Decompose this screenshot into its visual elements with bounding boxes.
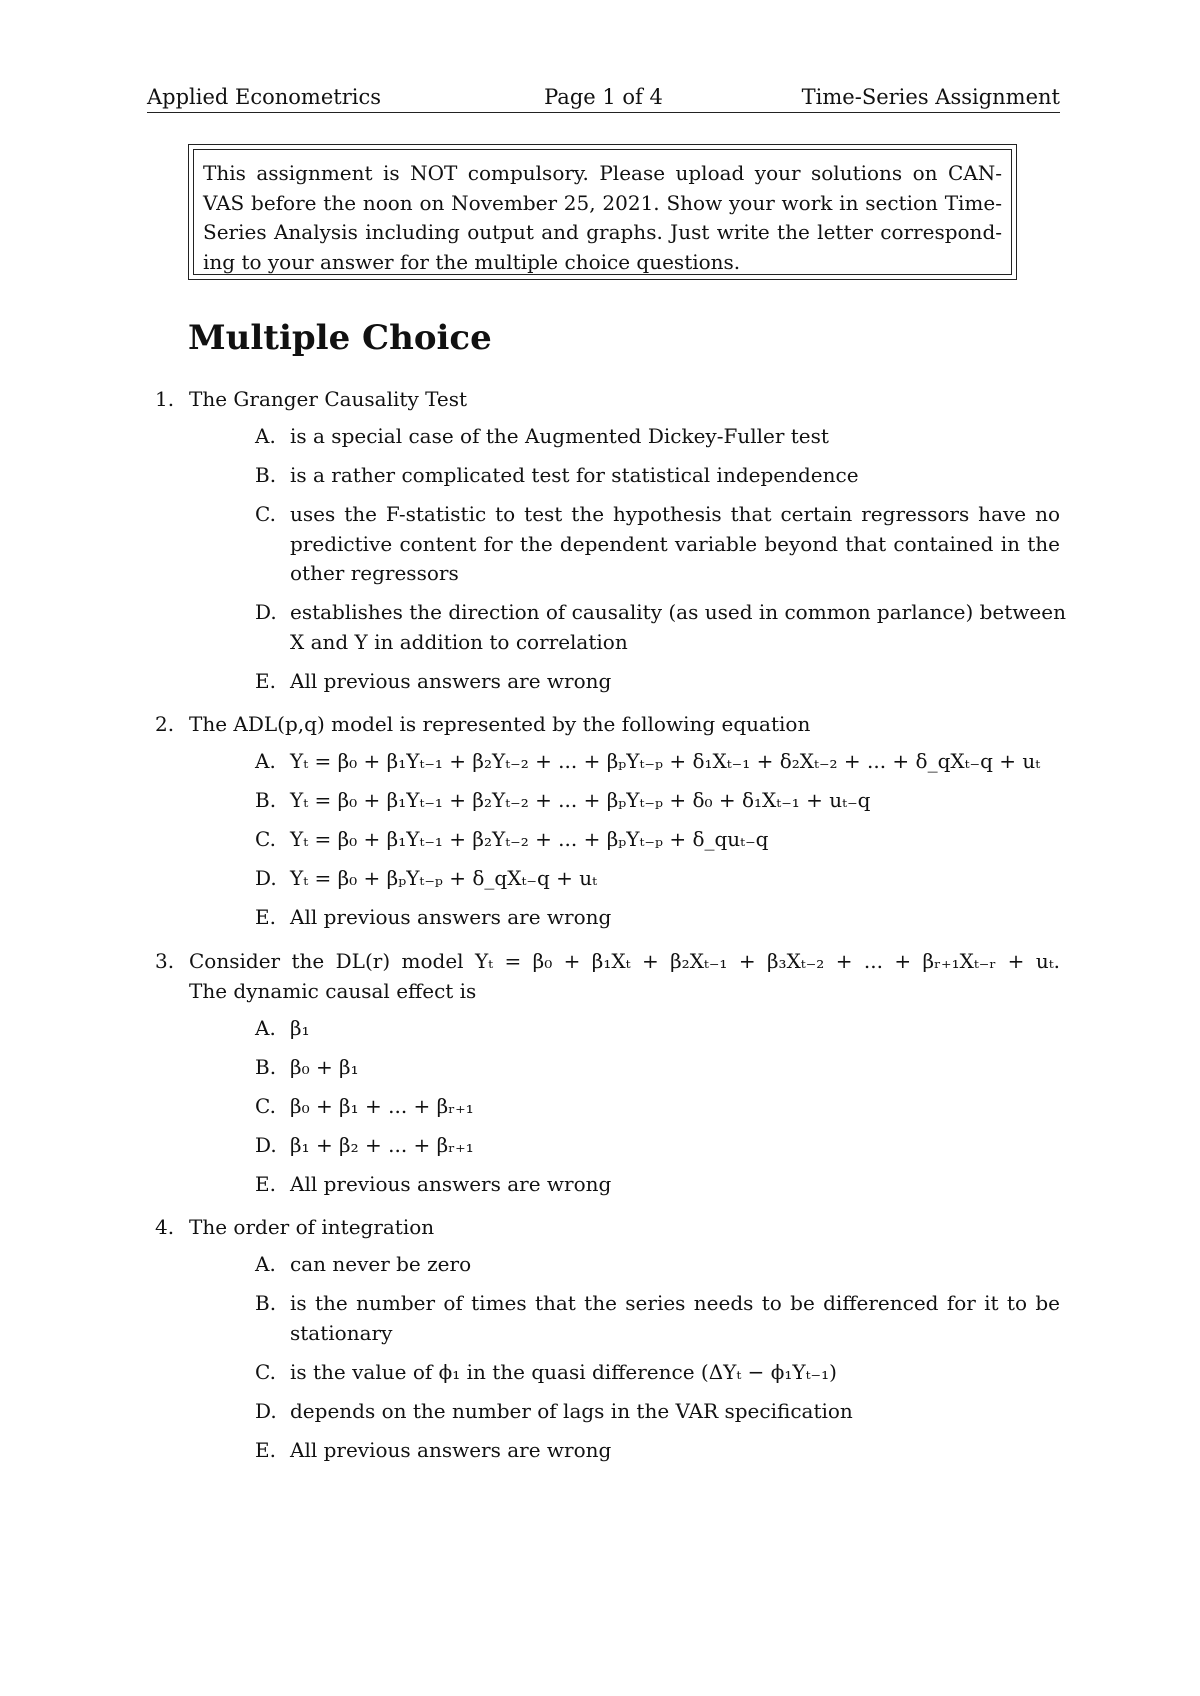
question-number: 3. bbox=[155, 948, 175, 973]
option-text-line: Yₜ = β₀ + β₁Yₜ₋₁ + β₂Yₜ₋₂ + ... + βₚYₜ₋ₚ + δ₀ + δ₁Xₜ₋₁ + uₜ₋q bbox=[290, 788, 871, 812]
answer-options bbox=[147, 1014, 1060, 1200]
option-letter: C. bbox=[255, 502, 276, 526]
notice-line: ing to your answer for the multiple choice questions. bbox=[203, 249, 741, 274]
header-assignment-title: Time-Series Assignment bbox=[801, 85, 1060, 109]
option-letter: D. bbox=[255, 600, 277, 624]
answer-option-b bbox=[147, 786, 1060, 816]
option-text-line: All previous answers are wrong bbox=[290, 1437, 612, 1462]
option-text bbox=[290, 1358, 1060, 1388]
notice-line: This assignment is NOT compulsory. Please upload your solutions on CAN- bbox=[203, 161, 1002, 185]
question-number: 4. bbox=[155, 1215, 175, 1239]
option-letter: B. bbox=[255, 1291, 277, 1315]
option-text bbox=[290, 422, 1060, 452]
option-text-line: predictive content for the dependent variable beyond that contained in the bbox=[290, 531, 1060, 556]
option-text-line: X and Y in addition to correlation bbox=[290, 629, 628, 654]
option-letter: E. bbox=[255, 1437, 276, 1462]
question-4 bbox=[147, 1212, 1060, 1465]
question-text-line: The Granger Causality Test bbox=[189, 387, 468, 411]
option-text-line: β₀ + β₁ bbox=[290, 1054, 359, 1079]
option-text-line: β₁ + β₂ + ... + βᵣ₊₁ bbox=[290, 1132, 474, 1157]
option-letter: E. bbox=[255, 1171, 276, 1196]
option-text-line: All previous answers are wrong bbox=[290, 905, 612, 929]
option-text bbox=[290, 903, 1060, 933]
question-text-line: The order of integration bbox=[189, 1215, 435, 1239]
answer-option-b bbox=[147, 1053, 1060, 1083]
answer-options bbox=[147, 422, 1066, 696]
option-letter: D. bbox=[255, 866, 277, 890]
option-letter: A. bbox=[255, 749, 276, 773]
answer-option-b bbox=[147, 1289, 1060, 1348]
option-text bbox=[290, 747, 1060, 777]
option-text bbox=[290, 500, 1060, 589]
answer-options bbox=[147, 747, 1060, 933]
option-text-line: All previous answers are wrong bbox=[290, 1171, 612, 1196]
option-text-line: is a rather complicated test for statistical independence bbox=[290, 463, 859, 487]
question-text bbox=[189, 946, 1060, 1006]
section-title: Multiple Choice bbox=[188, 318, 492, 358]
answer-option-c bbox=[147, 1358, 1060, 1388]
option-text bbox=[290, 864, 1060, 894]
option-text-line: β₁ bbox=[290, 1015, 310, 1040]
question-number: 2. bbox=[155, 712, 175, 736]
question-text-line: The ADL(p,q) model is represented by the following equation bbox=[189, 712, 811, 736]
option-text bbox=[290, 825, 1060, 855]
answer-option-a bbox=[147, 747, 1060, 777]
answer-option-d bbox=[147, 1131, 1060, 1161]
question-2 bbox=[147, 709, 1060, 933]
option-text bbox=[290, 786, 1060, 816]
option-text bbox=[290, 1170, 1060, 1200]
option-letter: C. bbox=[255, 1093, 276, 1118]
option-letter: A. bbox=[255, 424, 276, 448]
option-letter: B. bbox=[255, 788, 277, 812]
option-text-line: establishes the direction of causality (as used in common parlance) between bbox=[290, 600, 1066, 624]
option-text-line: uses the F-statistic to test the hypothesis that certain regressors have no bbox=[290, 502, 1060, 526]
option-text bbox=[290, 1092, 1060, 1122]
option-text bbox=[290, 1131, 1060, 1161]
question-text bbox=[189, 709, 1060, 739]
header-course-title: Applied Econometrics bbox=[147, 85, 382, 109]
answer-option-d bbox=[147, 864, 1060, 894]
option-text bbox=[290, 1250, 1060, 1280]
header-page-number: Page 1 of 4 bbox=[544, 85, 663, 109]
option-letter: B. bbox=[255, 1054, 277, 1079]
option-letter: A. bbox=[255, 1252, 276, 1276]
question-text-line: The dynamic causal effect is bbox=[189, 978, 477, 1003]
answer-option-e bbox=[147, 667, 1060, 697]
question-number: 1. bbox=[155, 387, 175, 411]
answer-option-e bbox=[147, 1436, 1060, 1466]
answer-options bbox=[147, 1250, 1060, 1465]
option-text bbox=[290, 1014, 1060, 1044]
option-letter: D. bbox=[255, 1132, 277, 1157]
answer-option-a bbox=[147, 422, 1060, 452]
option-text-line: can never be zero bbox=[290, 1252, 472, 1276]
answer-option-c bbox=[147, 500, 1060, 589]
option-letter: C. bbox=[255, 827, 276, 851]
option-letter: C. bbox=[255, 1359, 276, 1384]
option-text bbox=[290, 1053, 1060, 1083]
notice-line: VAS before the noon on November 25, 2021. Show your work in section Time- bbox=[203, 190, 1002, 215]
option-letter: B. bbox=[255, 463, 277, 487]
option-text-line: β₀ + β₁ + ... + βᵣ₊₁ bbox=[290, 1093, 474, 1118]
option-text-line: Yₜ = β₀ + βₚYₜ₋ₚ + δ_qXₜ₋q + uₜ bbox=[290, 866, 598, 890]
option-text bbox=[290, 1436, 1060, 1466]
answer-option-e bbox=[147, 903, 1060, 933]
option-text-line: is the number of times that the series needs to be differenced for it to be bbox=[290, 1291, 1060, 1315]
question-1 bbox=[147, 384, 1066, 696]
answer-option-d bbox=[147, 598, 1066, 657]
answer-option-b bbox=[147, 461, 1060, 491]
option-text bbox=[290, 1397, 1060, 1427]
option-text-line: is a special case of the Augmented Dickey-Fuller test bbox=[290, 424, 829, 448]
option-letter: E. bbox=[255, 668, 276, 693]
notice-box-inner bbox=[193, 149, 1012, 275]
option-letter: E. bbox=[255, 905, 276, 929]
option-text-line: is the value of ϕ₁ in the quasi difference (ΔYₜ − ϕ₁Yₜ₋₁) bbox=[290, 1359, 837, 1384]
answer-option-c bbox=[147, 1092, 1060, 1122]
answer-option-a bbox=[147, 1014, 1060, 1044]
answer-option-d bbox=[147, 1397, 1060, 1427]
answer-option-e bbox=[147, 1170, 1060, 1200]
page-header bbox=[147, 82, 1060, 113]
option-text-line: stationary bbox=[290, 1320, 393, 1345]
question-3 bbox=[147, 946, 1060, 1200]
option-text-line: Yₜ = β₀ + β₁Yₜ₋₁ + β₂Yₜ₋₂ + ... + βₚYₜ₋ₚ + δ₁Xₜ₋₁ + δ₂Xₜ₋₂ + ... + δ_qXₜ₋q + uₜ bbox=[290, 749, 1041, 773]
question-text bbox=[189, 384, 1060, 414]
option-text bbox=[290, 461, 1060, 491]
option-text bbox=[290, 598, 1066, 657]
option-text-line: Yₜ = β₀ + β₁Yₜ₋₁ + β₂Yₜ₋₂ + ... + βₚYₜ₋ₚ + δ_quₜ₋q bbox=[290, 827, 769, 851]
option-text-line: other regressors bbox=[290, 561, 459, 585]
option-text bbox=[290, 1289, 1060, 1348]
option-text bbox=[290, 667, 1060, 697]
option-text-line: All previous answers are wrong bbox=[290, 668, 612, 693]
answer-option-a bbox=[147, 1250, 1060, 1280]
question-text-line: Consider the DL(r) model Yₜ = β₀ + β₁Xₜ + β₂Xₜ₋₁ + β₃Xₜ₋₂ + ... + βᵣ₊₁Xₜ₋ᵣ + uₜ. bbox=[189, 948, 1060, 973]
question-list bbox=[147, 384, 1066, 1478]
option-text-line: depends on the number of lags in the VAR specification bbox=[290, 1398, 853, 1423]
question-text bbox=[189, 1212, 1060, 1242]
answer-option-c bbox=[147, 825, 1060, 855]
notice-line: Series Analysis including output and graphs. Just write the letter correspond- bbox=[203, 220, 1002, 244]
notice-box bbox=[188, 144, 1017, 280]
option-letter: A. bbox=[255, 1015, 276, 1040]
option-letter: D. bbox=[255, 1398, 277, 1423]
